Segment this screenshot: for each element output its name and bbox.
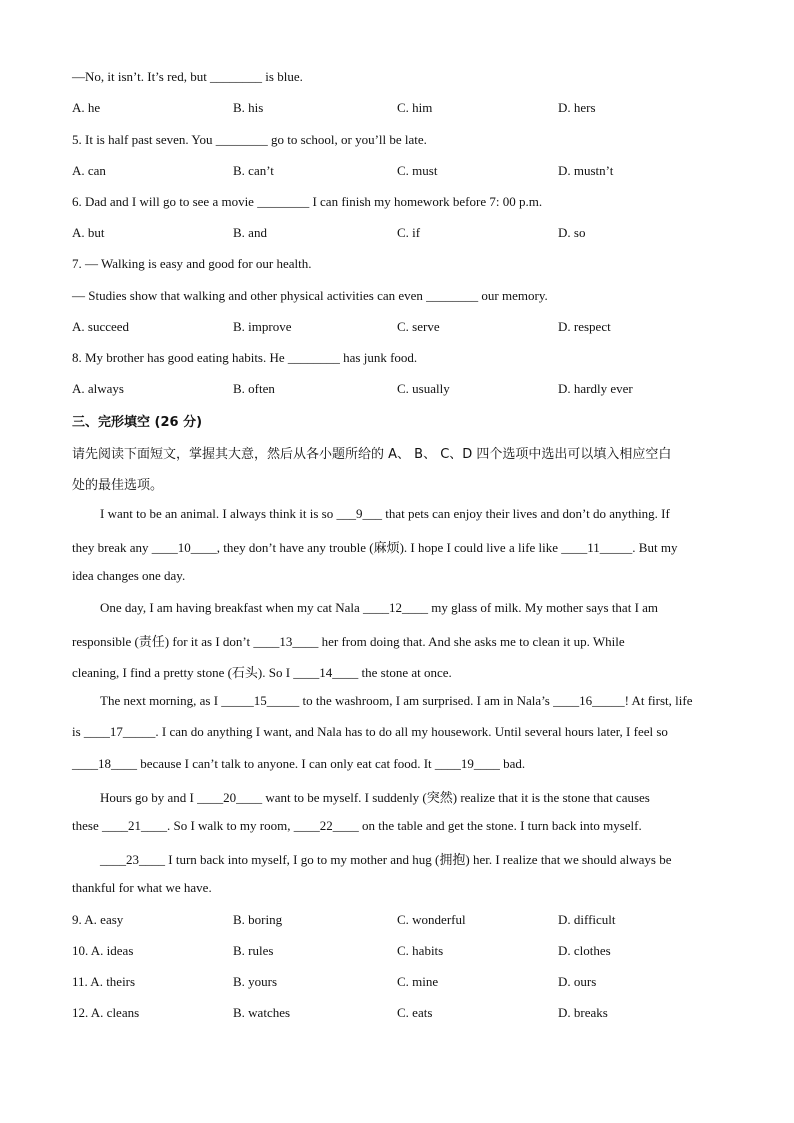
- option-d: D. respect: [558, 319, 611, 334]
- option-a: 12. A. cleans: [72, 1005, 140, 1020]
- passage-line: responsible (责任) for it as I don’t ____13____ her from doing that. And she asks me to clean it up. While: [72, 634, 625, 649]
- passage-line: idea changes one day.: [72, 568, 186, 583]
- passage-line: ____18____ because I can’t talk to anyone. I can only eat cat food. It ____19____ bad.: [72, 756, 526, 771]
- question-8-stem: 8. My brother has good eating habits. He ________ has junk food.: [72, 350, 418, 365]
- option-b: B. rules: [233, 943, 274, 958]
- option-a: A. he: [72, 100, 101, 115]
- option-a: 9. A. easy: [72, 912, 124, 927]
- option-c: C. wonderful: [397, 912, 466, 927]
- passage-line: Hours go by and I ____20____ want to be myself. I suddenly (突然) realize that it is the stone that causes: [100, 790, 650, 805]
- section-heading: 三、完形填空 (26 分): [72, 415, 203, 430]
- option-b: B. boring: [233, 912, 283, 927]
- passage-line: they break any ____10____, they don’t have any trouble (麻烦). I hope I could live a life like ____11_____. But my: [72, 540, 678, 555]
- option-c: C. usually: [397, 381, 450, 396]
- question-7-stem-line-2: — Studies show that walking and other physical activities can even ________ our memory.: [72, 288, 548, 303]
- option-a: 11. A. theirs: [72, 974, 136, 989]
- option-b: B. his: [233, 100, 264, 115]
- option-a: A. succeed: [72, 319, 130, 334]
- option-c: C. if: [397, 225, 421, 240]
- passage-line: I want to be an animal. I always think it is so ___9___ that pets can enjoy their lives and don’t do anything. If: [100, 506, 670, 521]
- option-d: D. ours: [558, 974, 597, 989]
- option-d: D. hers: [558, 100, 596, 115]
- option-d: D. so: [558, 225, 586, 240]
- option-b: B. and: [233, 225, 267, 240]
- question-7-stem-line-1: 7. — Walking is easy and good for our health.: [72, 256, 312, 271]
- instructions-line-1: 请先阅读下面短文，掌握其大意，然后从各小题所给的 A、 B、 C、D 四个选项中选出可以填入相应空白: [72, 447, 672, 462]
- option-a: A. can: [72, 163, 106, 178]
- option-b: B. yours: [233, 974, 278, 989]
- question-4-dialogue-line: —No, it isn’t. It’s red, but ________ is blue.: [72, 69, 303, 84]
- passage-line: thankful for what we have.: [72, 880, 212, 895]
- option-c: C. him: [397, 100, 433, 115]
- option-c: C. eats: [397, 1005, 433, 1020]
- passage-line: is ____17_____. I can do anything I want, and Nala has to do all my housework. Until several hours later, I feel so: [72, 724, 668, 739]
- option-c: C. must: [397, 163, 438, 178]
- passage-line: cleaning, I find a pretty stone (石头). So I ____14____ the stone at once.: [72, 665, 452, 680]
- passage-line: these ____21____. So I walk to my room, ____22____ on the table and get the stone. I turn back into myself.: [72, 818, 642, 833]
- option-d: D. hardly ever: [558, 381, 633, 396]
- instructions-line-2: 处的最佳选项。: [72, 478, 164, 493]
- option-d: D. mustn’t: [558, 163, 614, 178]
- question-6-stem: 6. Dad and I will go to see a movie ________ I can finish my homework before 7: 00 p.m.: [72, 194, 543, 209]
- option-d: D. difficult: [558, 912, 616, 927]
- option-c: C. mine: [397, 974, 439, 989]
- option-d: D. breaks: [558, 1005, 608, 1020]
- option-a: A. but: [72, 225, 105, 240]
- option-a: A. always: [72, 381, 124, 396]
- passage-line: ____23____ I turn back into myself, I go to my mother and hug (拥抱) her. I realize that we should always be: [100, 852, 672, 867]
- option-b: B. often: [233, 381, 275, 396]
- passage-line: The next morning, as I _____15_____ to the washroom, I am surprised. I am in Nala’s ____16_____! At first, life: [100, 693, 693, 708]
- option-c: C. serve: [397, 319, 440, 334]
- option-b: B. improve: [233, 319, 292, 334]
- option-c: C. habits: [397, 943, 444, 958]
- option-a: 10. A. ideas: [72, 943, 134, 958]
- option-d: D. clothes: [558, 943, 611, 958]
- option-b: B. watches: [233, 1005, 291, 1020]
- question-5-stem: 5. It is half past seven. You ________ go to school, or you’ll be late.: [72, 132, 427, 147]
- passage-line: One day, I am having breakfast when my cat Nala ____12____ my glass of milk. My mother says that I am: [100, 600, 659, 615]
- option-b: B. can’t: [233, 163, 274, 178]
